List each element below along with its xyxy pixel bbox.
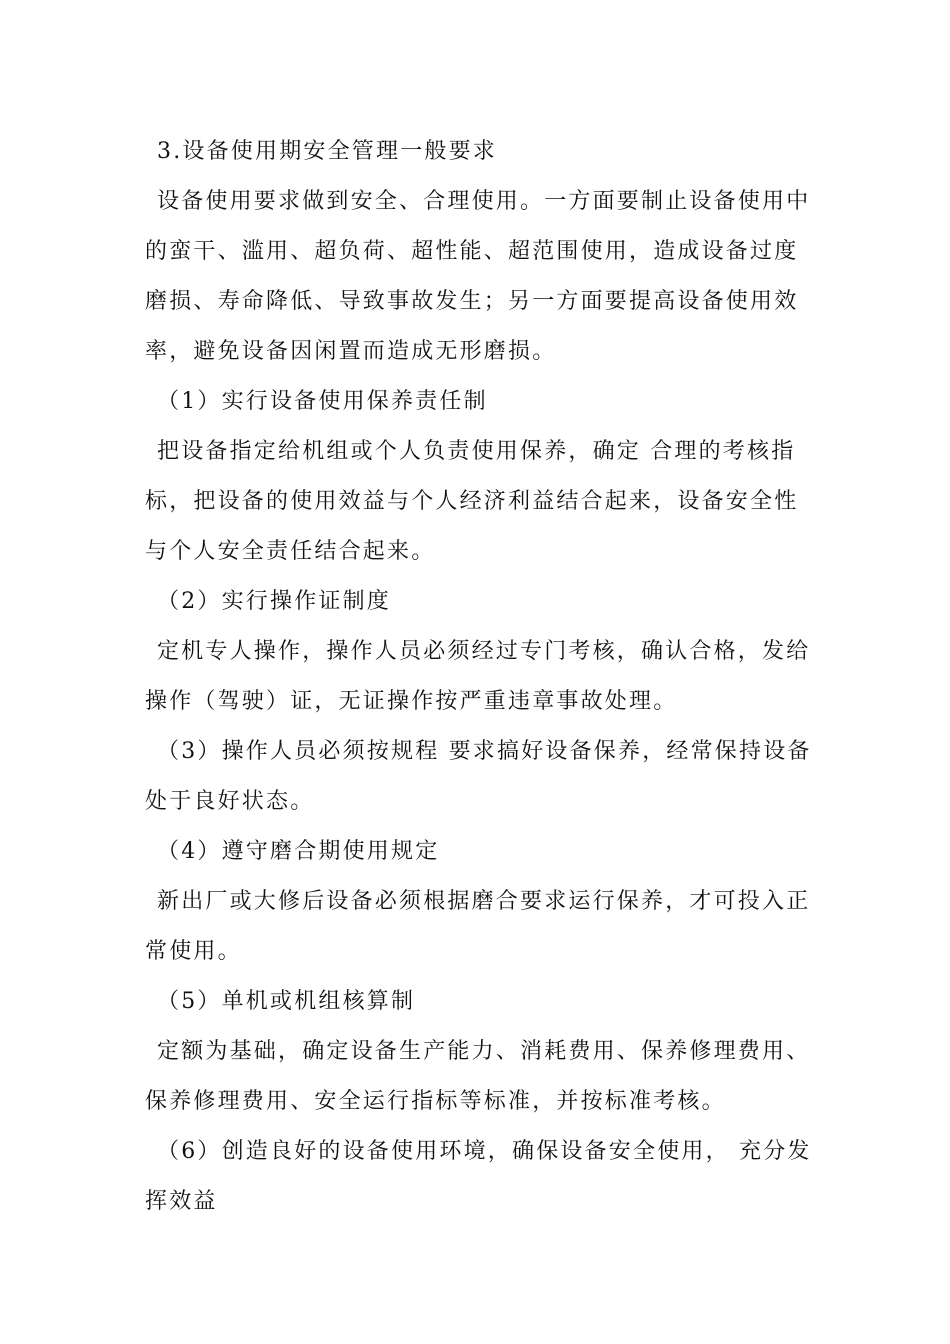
item-heading-4: （4）遵守磨合期使用规定 [157, 839, 440, 864]
paragraph-line: 操作（驾驶）证，无证操作按严重违章事故处理。 [145, 689, 678, 714]
item-heading-1: （1）实行设备使用保养责任制 [157, 389, 488, 414]
paragraph-line: 磨损、寿命降低、导致事故发生；另一方面要提高设备使用效 [145, 289, 799, 314]
paragraph-line: 的蛮干、滥用、超负荷、超性能、超范围使用，造成设备过度 [145, 239, 799, 264]
paragraph-line: 新出厂或大修后设备必须根据磨合要求运行保养，才可投入正 [157, 889, 811, 914]
paragraph-line: 标，把设备的使用效益与个人经济利益结合起来，设备安全性 [145, 489, 799, 514]
section-heading: 3.设备使用期安全管理一般要求 [157, 139, 497, 164]
paragraph-line: 处于良好状态。 [145, 789, 315, 814]
item-heading-5: （5）单机或机组核算制 [157, 989, 416, 1014]
paragraph-line: 率，避免设备因闲置而造成无形磨损。 [145, 339, 557, 364]
paragraph-line: 定机专人操作，操作人员必须经过专门考核，确认合格，发给 [157, 639, 811, 664]
paragraph-line: 挥效益 [145, 1189, 218, 1214]
document-page [145, 127, 810, 1227]
paragraph-line: 保养修理费用、安全运行指标等标准，并按标准考核。 [145, 1089, 726, 1114]
item-heading-6: （6）创造良好的设备使用环境，确保设备安全使用， 充分发 [157, 1139, 812, 1164]
item-heading-2: （2）实行操作证制度 [157, 589, 391, 614]
paragraph-line: 常使用。 [145, 939, 242, 964]
paragraph-line: 设备使用要求做到安全、合理使用。一方面要制止设备使用中 [157, 189, 811, 214]
paragraph-line: 定额为基础，确定设备生产能力、消耗费用、保养修理费用、 [157, 1039, 811, 1064]
item-heading-3: （3）操作人员必须按规程 要求搞好设备保养，经常保持设备 [157, 739, 812, 764]
paragraph-line: 把设备指定给机组或个人负责使用保养，确定 合理的考核指 [157, 439, 796, 464]
paragraph-line: 与个人安全责任结合起来。 [145, 539, 436, 564]
